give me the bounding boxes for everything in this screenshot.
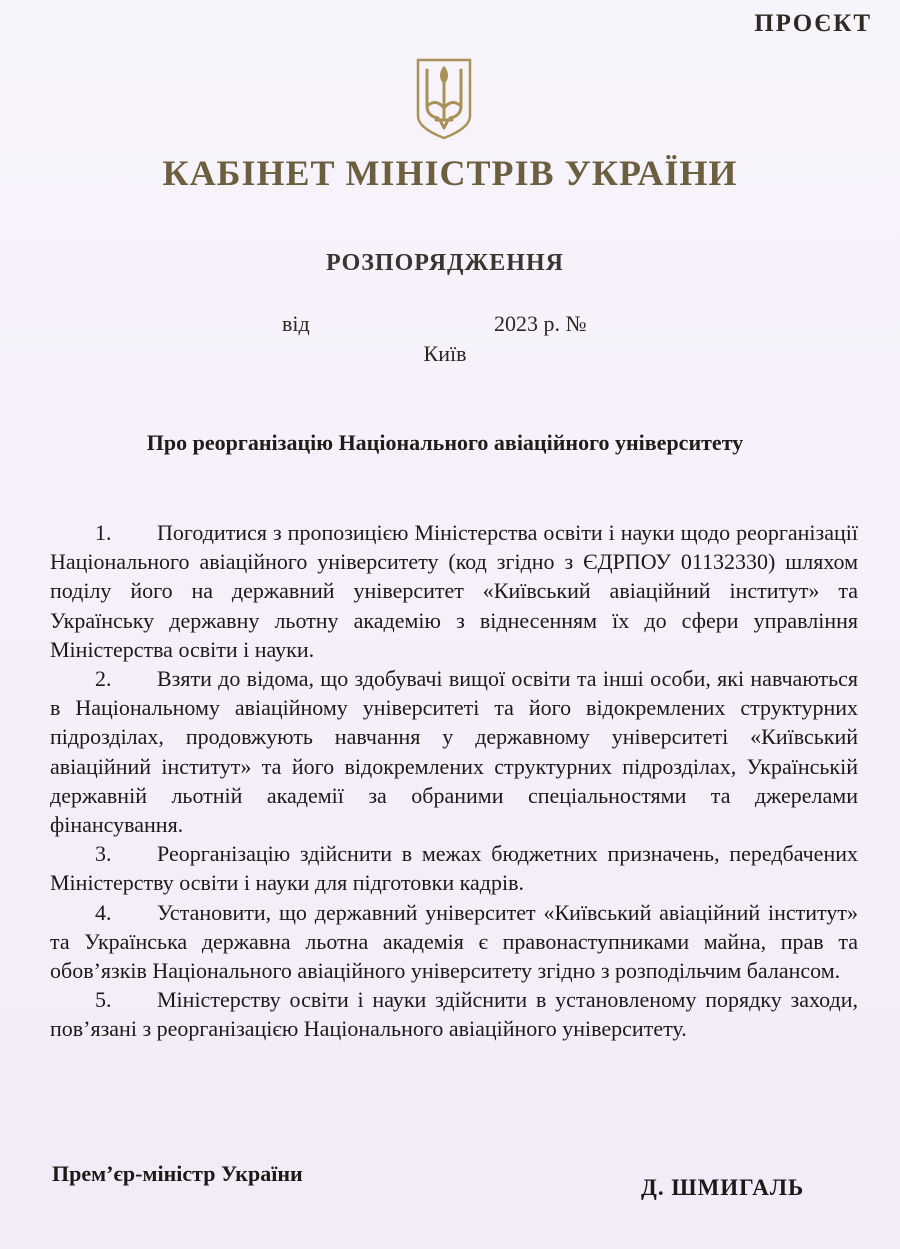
signer-title: Прем’єр-міністр України [52, 1161, 303, 1186]
document-subject: Про реорганізацію Національного авіаційного університету [146, 430, 744, 455]
paragraph-number: 4. [95, 899, 112, 925]
paragraph [50, 664, 858, 839]
paragraph [50, 898, 858, 986]
document-body [50, 518, 858, 1044]
paragraph-number: 2. [95, 666, 112, 692]
draft-stamp: ПРОЄКТ [754, 10, 872, 37]
paragraph-text: Погодитися з пропозицією Міністерства освіти і науки щодо реорганізації Національного авіаційного університету (код згідно з ЄДРПОУ 01132330) шляхом поділу його на державний університет «Київський авіаційний інститут» та Українську державну льотну академію з віднесенням їх до сфери управління Міністерства освіти і науки. [50, 520, 858, 662]
paragraph-number: 1. [95, 520, 112, 545]
trident-emblem-icon [412, 56, 476, 140]
signer-name: Д. ШМИГАЛЬ [641, 1175, 805, 1200]
paragraph-text: Взяти до відома, що здобувачі вищої освіти та інші особи, які навчаються в Національному авіаційному університеті та його відокремлених структурних підрозділах, продовжують навчання у державному університеті «Київський авіаційний інститут» та його відокремлених структурних підрозділах, Українській державній льотній академії за обраними спеціальностями та джерелами фінансування. [50, 666, 858, 838]
paragraph [50, 839, 858, 897]
paragraph-number: 5. [95, 987, 112, 1013]
paragraph-text: Реорганізацію здійснити в межах бюджетних призначень, передбачених Міністерству освіти і науки для підготовки кадрів. [50, 841, 858, 896]
paragraph [50, 518, 858, 664]
date-year-number: 2023 р. № [494, 311, 587, 336]
city-name: Київ [423, 341, 467, 366]
paragraph-text: Міністерству освіти і науки здійснити в установленому порядку заходи, пов’язані з реорганізацією Національного авіаційного університету. [50, 987, 858, 1042]
document-type: РОЗПОРЯДЖЕННЯ [326, 250, 564, 276]
paragraph-text: Установити, що державний університет «Київський авіаційний інститут» та Українська державна льотна академія є правонаступниками майна, прав та обов’язків Національного авіаційного університету згідно з розподільчим балансом. [50, 899, 858, 984]
date-line [0, 311, 900, 341]
organization-title: КАБІНЕТ МІНІСТРІВ УКРАЇНИ [162, 153, 738, 193]
paragraph [50, 985, 858, 1043]
paragraph-number: 3. [95, 841, 112, 867]
date-from-label: від [282, 311, 310, 336]
